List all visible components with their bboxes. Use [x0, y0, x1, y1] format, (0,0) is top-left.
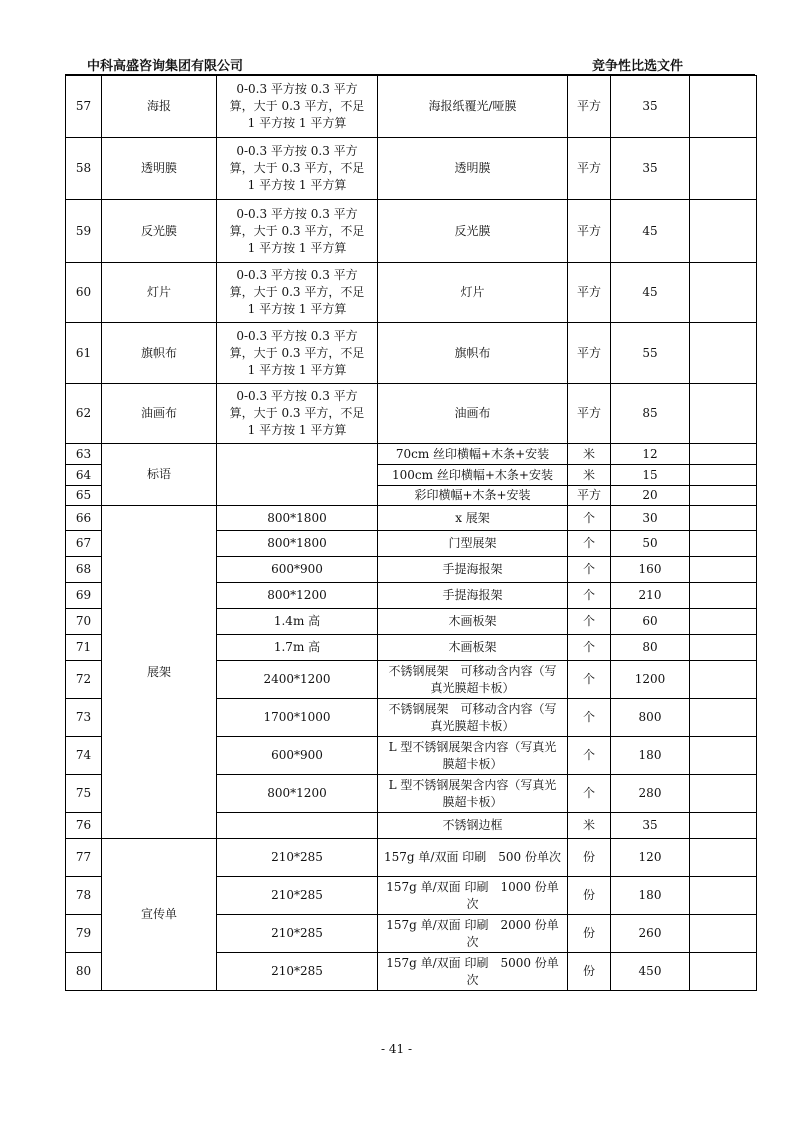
spec-cell: 0-0.3 平方按 0.3 平方算，大于 0.3 平方，不足 1 平方按 1 平方算: [217, 323, 378, 384]
remark-cell: [690, 661, 757, 699]
unit-cell: 平方: [568, 263, 611, 323]
row-number-cell: 71: [66, 635, 102, 661]
spec-cell: 210*285: [217, 839, 378, 877]
unit-cell: 份: [568, 915, 611, 953]
row-number-cell: 75: [66, 775, 102, 813]
unit-cell: 个: [568, 661, 611, 699]
price-cell: 280: [611, 775, 690, 813]
row-number-cell: 67: [66, 531, 102, 557]
remark-cell: [690, 953, 757, 991]
price-cell: 20: [611, 486, 690, 506]
spec-cell: 0-0.3 平方按 0.3 平方算，大于 0.3 平方，不足 1 平方按 1 平方算: [217, 76, 378, 138]
remark-cell: [690, 737, 757, 775]
remark-cell: [690, 877, 757, 915]
remark-cell: [690, 775, 757, 813]
price-table: [65, 75, 757, 991]
spec-cell: 210*285: [217, 953, 378, 991]
row-number-cell: 72: [66, 661, 102, 699]
spec-cell: 2400*1200: [217, 661, 378, 699]
price-cell: 45: [611, 263, 690, 323]
table-row: [66, 444, 757, 465]
remark-cell: [690, 915, 757, 953]
price-cell: 50: [611, 531, 690, 557]
remark-cell: [690, 486, 757, 506]
row-number-cell: 57: [66, 76, 102, 138]
price-cell: 450: [611, 953, 690, 991]
unit-cell: 份: [568, 953, 611, 991]
spec-cell: 210*285: [217, 915, 378, 953]
price-cell: 15: [611, 465, 690, 486]
price-cell: 800: [611, 699, 690, 737]
spec-cell: [217, 813, 378, 839]
remark-cell: [690, 839, 757, 877]
unit-cell: 个: [568, 506, 611, 531]
remark-cell: [690, 583, 757, 609]
row-number-cell: 69: [66, 583, 102, 609]
category-cell: 标语: [102, 444, 217, 506]
price-cell: 35: [611, 76, 690, 138]
row-number-cell: 78: [66, 877, 102, 915]
item-cell: 157g 单/双面 印刷 5000 份单次: [378, 953, 568, 991]
unit-cell: 米: [568, 465, 611, 486]
item-cell: 不锈钢展架 可移动含内容（写真光膜超卡板）: [378, 661, 568, 699]
item-cell: 木画板架: [378, 635, 568, 661]
item-cell: L 型不锈钢展架含内容（写真光膜超卡板）: [378, 775, 568, 813]
unit-cell: 个: [568, 775, 611, 813]
spec-cell: 0-0.3 平方按 0.3 平方算，大于 0.3 平方，不足 1 平方按 1 平方算: [217, 200, 378, 263]
item-cell: 手提海报架: [378, 583, 568, 609]
item-cell: 157g 单/双面 印刷 1000 份单次: [378, 877, 568, 915]
spec-cell: 1700*1000: [217, 699, 378, 737]
row-number-cell: 73: [66, 699, 102, 737]
item-cell: 木画板架: [378, 609, 568, 635]
item-cell: 157g 单/双面 印刷 500 份单次: [378, 839, 568, 877]
price-cell: 260: [611, 915, 690, 953]
category-cell: 海报: [102, 76, 217, 138]
row-number-cell: 64: [66, 465, 102, 486]
item-cell: 反光膜: [378, 200, 568, 263]
table-row: [66, 323, 757, 384]
price-cell: 120: [611, 839, 690, 877]
price-cell: 35: [611, 138, 690, 200]
remark-cell: [690, 138, 757, 200]
row-number-cell: 61: [66, 323, 102, 384]
item-cell: L 型不锈钢展架含内容（写真光膜超卡板）: [378, 737, 568, 775]
item-cell: 不锈钢边框: [378, 813, 568, 839]
unit-cell: 个: [568, 699, 611, 737]
item-cell: 海报纸覆光/哑膜: [378, 76, 568, 138]
unit-cell: 个: [568, 557, 611, 583]
remark-cell: [690, 635, 757, 661]
row-number-cell: 58: [66, 138, 102, 200]
row-number-cell: 65: [66, 486, 102, 506]
category-cell: 宣传单: [102, 839, 217, 991]
row-number-cell: 59: [66, 200, 102, 263]
unit-cell: 个: [568, 737, 611, 775]
remark-cell: [690, 699, 757, 737]
item-cell: 不锈钢展架 可移动含内容（写真光膜超卡板）: [378, 699, 568, 737]
category-cell: 反光膜: [102, 200, 217, 263]
spec-cell: 210*285: [217, 877, 378, 915]
unit-cell: 份: [568, 877, 611, 915]
item-cell: x 展架: [378, 506, 568, 531]
remark-cell: [690, 200, 757, 263]
category-cell: 展架: [102, 506, 217, 839]
unit-cell: 平方: [568, 486, 611, 506]
remark-cell: [690, 263, 757, 323]
row-number-cell: 76: [66, 813, 102, 839]
row-number-cell: 63: [66, 444, 102, 465]
page-header: [87, 53, 683, 72]
remark-cell: [690, 506, 757, 531]
table-row: [66, 138, 757, 200]
remark-cell: [690, 465, 757, 486]
row-number-cell: 77: [66, 839, 102, 877]
unit-cell: 米: [568, 444, 611, 465]
page-number: - 41 -: [380, 1042, 412, 1056]
item-cell: 旗帜布: [378, 323, 568, 384]
table-row: [66, 384, 757, 444]
category-cell: 透明膜: [102, 138, 217, 200]
price-cell: 55: [611, 323, 690, 384]
spec-cell: 800*1800: [217, 506, 378, 531]
spec-cell: 800*1200: [217, 583, 378, 609]
table-row: [66, 76, 757, 138]
price-cell: 85: [611, 384, 690, 444]
spec-cell: 600*900: [217, 557, 378, 583]
item-cell: 灯片: [378, 263, 568, 323]
unit-cell: 个: [568, 635, 611, 661]
category-cell: 油画布: [102, 384, 217, 444]
row-number-cell: 79: [66, 915, 102, 953]
unit-cell: 米: [568, 813, 611, 839]
unit-cell: 个: [568, 583, 611, 609]
unit-cell: 个: [568, 609, 611, 635]
price-cell: 210: [611, 583, 690, 609]
item-cell: 透明膜: [378, 138, 568, 200]
document-type: 竞争性比选文件: [591, 59, 683, 74]
price-cell: 45: [611, 200, 690, 263]
company-name: 中科高盛咨询集团有限公司: [87, 59, 244, 74]
unit-cell: 份: [568, 839, 611, 877]
remark-cell: [690, 531, 757, 557]
row-number-cell: 68: [66, 557, 102, 583]
table-row: [66, 839, 757, 877]
remark-cell: [690, 813, 757, 839]
price-cell: 60: [611, 609, 690, 635]
price-cell: 180: [611, 877, 690, 915]
spec-cell: 800*1800: [217, 531, 378, 557]
price-cell: 80: [611, 635, 690, 661]
unit-cell: 个: [568, 531, 611, 557]
spec-cell: 0-0.3 平方按 0.3 平方算，大于 0.3 平方，不足 1 平方按 1 平方算: [217, 263, 378, 323]
remark-cell: [690, 557, 757, 583]
spec-cell: [217, 444, 378, 506]
price-cell: 30: [611, 506, 690, 531]
remark-cell: [690, 609, 757, 635]
remark-cell: [690, 444, 757, 465]
spec-cell: 1.7m 高: [217, 635, 378, 661]
price-cell: 1200: [611, 661, 690, 699]
table-row: [66, 200, 757, 263]
item-cell: 100cm 丝印横幅+木条+安装: [378, 465, 568, 486]
remark-cell: [690, 323, 757, 384]
spec-cell: 0-0.3 平方按 0.3 平方算，大于 0.3 平方，不足 1 平方按 1 平方算: [217, 384, 378, 444]
item-cell: 油画布: [378, 384, 568, 444]
category-cell: 灯片: [102, 263, 217, 323]
price-cell: 180: [611, 737, 690, 775]
row-number-cell: 74: [66, 737, 102, 775]
remark-cell: [690, 76, 757, 138]
price-cell: 35: [611, 813, 690, 839]
unit-cell: 平方: [568, 76, 611, 138]
unit-cell: 平方: [568, 384, 611, 444]
row-number-cell: 70: [66, 609, 102, 635]
spec-cell: 800*1200: [217, 775, 378, 813]
table-row: [66, 506, 757, 531]
item-cell: 157g 单/双面 印刷 2000 份单次: [378, 915, 568, 953]
remark-cell: [690, 384, 757, 444]
category-cell: 旗帜布: [102, 323, 217, 384]
row-number-cell: 80: [66, 953, 102, 991]
unit-cell: 平方: [568, 323, 611, 384]
spec-cell: 0-0.3 平方按 0.3 平方算，大于 0.3 平方，不足 1 平方按 1 平方算: [217, 138, 378, 200]
table-row: [66, 263, 757, 323]
unit-cell: 平方: [568, 200, 611, 263]
row-number-cell: 66: [66, 506, 102, 531]
spec-cell: 1.4m 高: [217, 609, 378, 635]
item-cell: 门型展架: [378, 531, 568, 557]
item-cell: 手提海报架: [378, 557, 568, 583]
price-cell: 160: [611, 557, 690, 583]
price-cell: 12: [611, 444, 690, 465]
row-number-cell: 60: [66, 263, 102, 323]
item-cell: 70cm 丝印横幅+木条+安装: [378, 444, 568, 465]
unit-cell: 平方: [568, 138, 611, 200]
row-number-cell: 62: [66, 384, 102, 444]
spec-cell: 600*900: [217, 737, 378, 775]
item-cell: 彩印横幅+木条+安装: [378, 486, 568, 506]
